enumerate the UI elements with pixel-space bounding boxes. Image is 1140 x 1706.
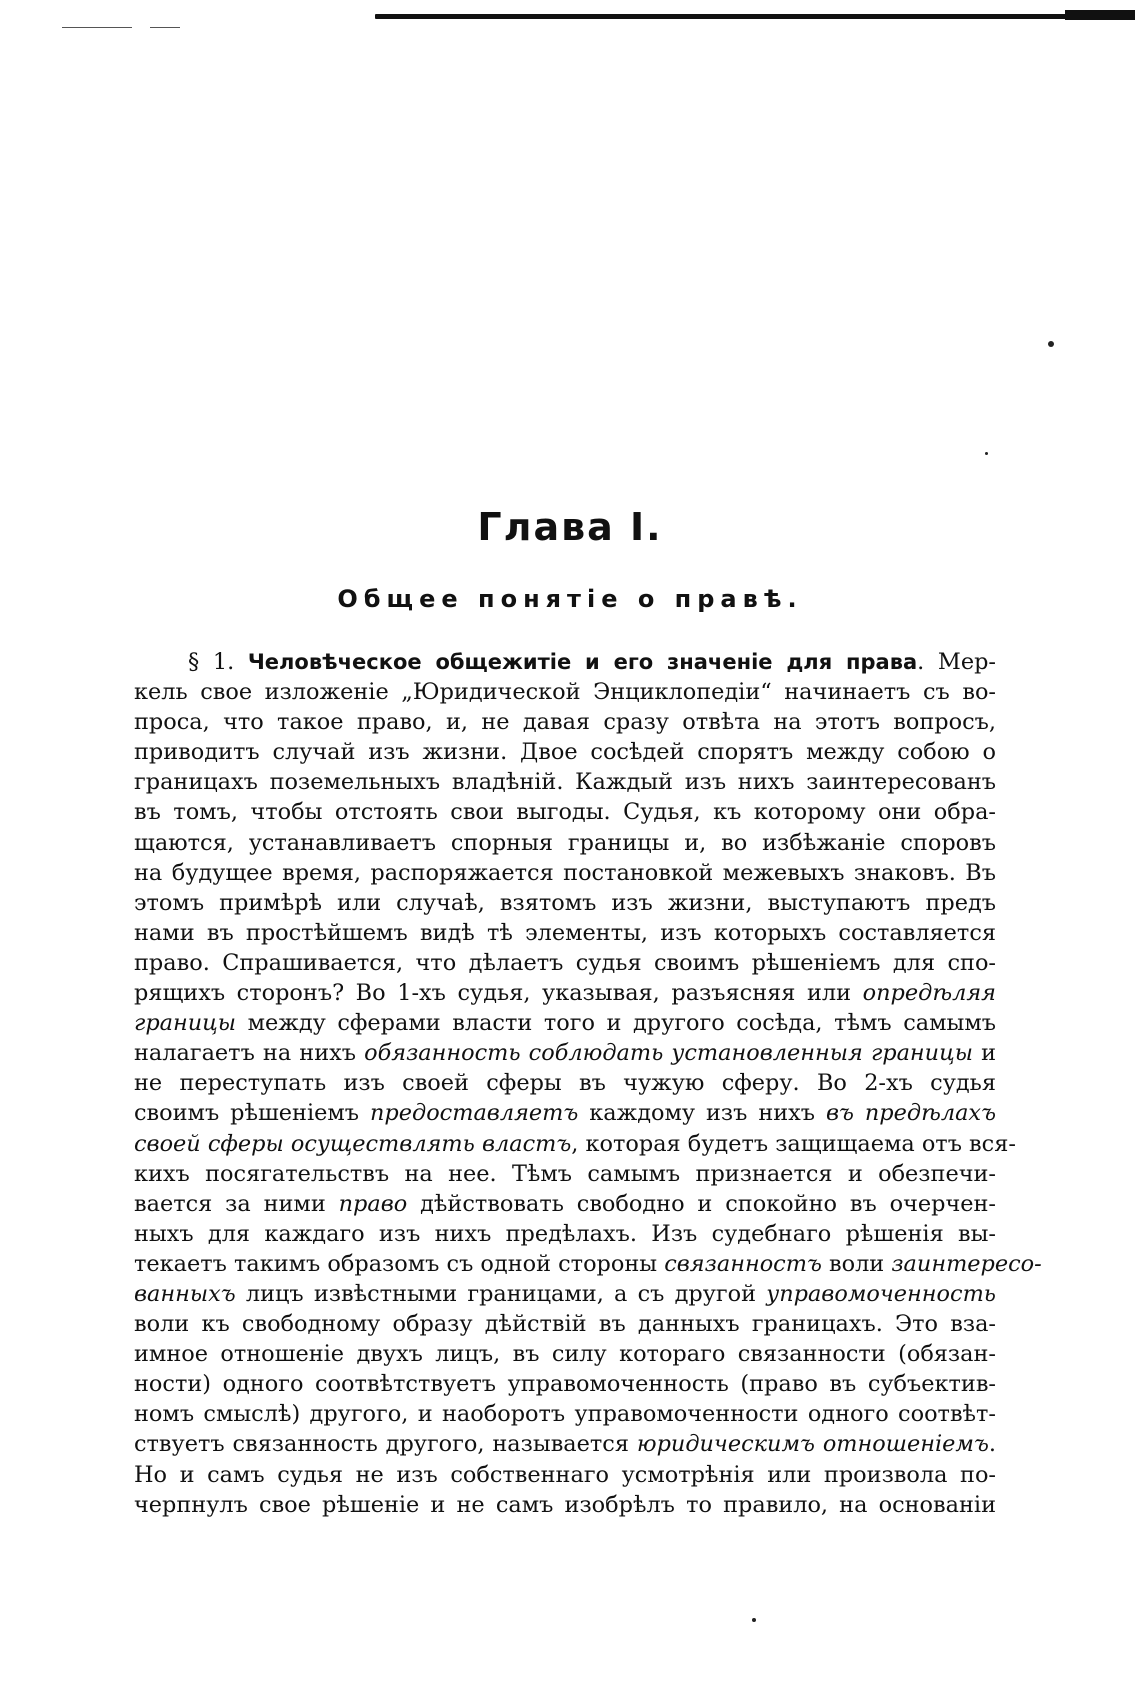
text-line [134,828,996,858]
text-line [134,1429,996,1459]
text-line [134,1189,996,1219]
scan-speck [985,452,988,455]
italic-text-fragment: предоставляетъ [370,1100,579,1127]
italic-text-fragment: опредѣляя [862,980,996,1007]
text-fragment: Но и самъ судья не изъ собственнаго усмотрѣнія или произвола по- [134,1461,996,1488]
text-fragment: право. Спрашивается, что дѣлаетъ судья своимъ рѣшеніемъ для спо- [134,949,996,976]
text-line [134,1008,996,1038]
text-fragment: своимъ рѣшеніемъ [134,1100,370,1127]
italic-text-fragment: юридическимъ отношеніемъ [636,1431,989,1458]
text-line [134,1038,996,1068]
text-fragment: текаетъ такимъ образомъ съ одной стороны [134,1250,665,1277]
italic-text-fragment: заинтересо- [891,1250,1042,1277]
text-fragment: вается за ними [134,1190,339,1217]
text-fragment [917,649,996,675]
text-fragment: между сферами власти того и другого сосѣда, тѣмъ самымъ [236,1010,996,1037]
text-line [134,1460,996,1490]
italic-text-fragment: управомоченность [766,1280,996,1307]
text-line [134,797,996,827]
text-fragment: ности) одного соотвѣтствуетъ управомоченность (право въ субъектив- [134,1371,996,1398]
text-fragment: черпнулъ свое рѣшеніе и не самъ изобрѣлъ то правило, на основаніи [134,1491,996,1518]
text-fragment: въ томъ, чтобы отстоять свои выгоды. Судья, къ которому они обра- [134,799,996,826]
text-fragment: номъ смыслѣ) другого, и наоборотъ управомоченности одного соотвѣт- [134,1401,996,1428]
text-line [134,1399,996,1429]
text-line [134,1129,1016,1159]
text-fragment: . Мер- [917,649,996,675]
italic-text-fragment: обязанность соблюдать установленныя границы [364,1040,973,1067]
text-fragment: ныхъ для каждаго изъ нихъ предѣлахъ. Изъ судебнаго рѣшенія вы- [134,1220,996,1247]
italic-text-fragment: границы [134,1010,237,1037]
italic-text-fragment: въ предѣлахъ [825,1100,996,1127]
text-fragment: этомъ примѣрѣ или случаѣ, взятомъ изъ жизни, выступаютъ предъ [134,889,996,916]
text-line [134,707,996,737]
text-fragment: . [988,1431,997,1458]
text-line [134,647,996,677]
scan-edge-line [375,14,1135,19]
text-line [134,948,996,978]
text-line [134,1369,996,1399]
scan-mark [150,27,180,28]
italic-text-fragment: право [338,1190,408,1217]
text-line [134,1279,996,1309]
text-fragment: и [972,1040,996,1067]
paragraph-number: § 1. [188,649,235,675]
italic-text-fragment: связанностъ [664,1250,822,1277]
paragraph-heading: Человѣческое общежитіе и его значеніе для права [247,650,918,674]
text-line [134,1490,996,1520]
text-line [134,1068,996,1098]
text-fragment: проса, что такое право, и, не давая сразу отвѣта на этотъ вопросъ, [134,709,996,736]
text-fragment: дѣйствовать свободно и спокойно въ очерчен- [407,1190,996,1217]
text-line [134,1159,996,1189]
text-fragment: не переступать изъ своей сферы въ чужую сферу. Во 2-хъ судья [134,1070,996,1097]
italic-text-fragment: ванныхъ [134,1280,236,1307]
chapter-title: Глава I. [477,505,663,549]
text-line [134,1219,996,1249]
text-fragment: границахъ поземельныхъ владѣній. Каждый изъ нихъ заинтересованъ [134,769,996,796]
text-line [134,888,996,918]
text-line [134,1339,996,1369]
text-fragment: кель свое изложеніе „Юридической Энциклопедіи“ начинаетъ съ во- [134,679,996,706]
text-fragment: каждому изъ нихъ [578,1100,826,1127]
text-line [134,737,996,767]
text-fragment: лицъ извѣстными границами, а съ другой [235,1280,767,1307]
text-line [134,677,996,707]
text-fragment: ствуетъ связанность другого, называется [134,1431,637,1458]
text-fragment: , которая будетъ защищаема отъ вся- [571,1130,1016,1157]
text-line [134,1098,996,1128]
scan-speck [1048,341,1054,347]
text-line [134,1249,1042,1279]
scan-speck [752,1618,756,1622]
text-line [134,858,996,888]
body-text [134,647,1042,1520]
text-fragment: на будущее время, распоряжается постановкой межевыхъ знаковъ. Въ [134,859,996,886]
section-title: Общее понятіе о правѣ. [337,585,803,613]
text-line [134,767,996,797]
scan-mark [62,27,132,28]
text-fragment: рящихъ сторонъ? Во 1-хъ судья, указывая, разъясняя или [134,980,863,1007]
text-fragment: воли [821,1250,892,1277]
text-fragment: имное отношеніе двухъ лицъ, въ силу котораго связанности (обязан- [134,1341,996,1368]
text-fragment: кихъ посягательствъ на нее. Тѣмъ самымъ признается и обезпечи- [134,1160,996,1187]
text-fragment: нами въ простѣйшемъ видѣ тѣ элементы, изъ которыхъ составляется [134,919,996,946]
text-fragment: налагаетъ на нихъ [134,1040,365,1067]
text-fragment: воли къ свободному образу дѣйствій въ данныхъ границахъ. Это вза- [134,1311,996,1338]
italic-text-fragment: своей сферы осуществлять властъ [134,1130,572,1157]
text-fragment: щаются, устанавливаетъ спорныя границы и, во избѣжаніе споровъ [134,829,996,856]
text-fragment: приводитъ случай изъ жизни. Двое сосѣдей спорятъ между собою о [134,739,996,766]
text-line [134,1309,996,1339]
text-line [134,978,996,1008]
text-line [134,918,996,948]
